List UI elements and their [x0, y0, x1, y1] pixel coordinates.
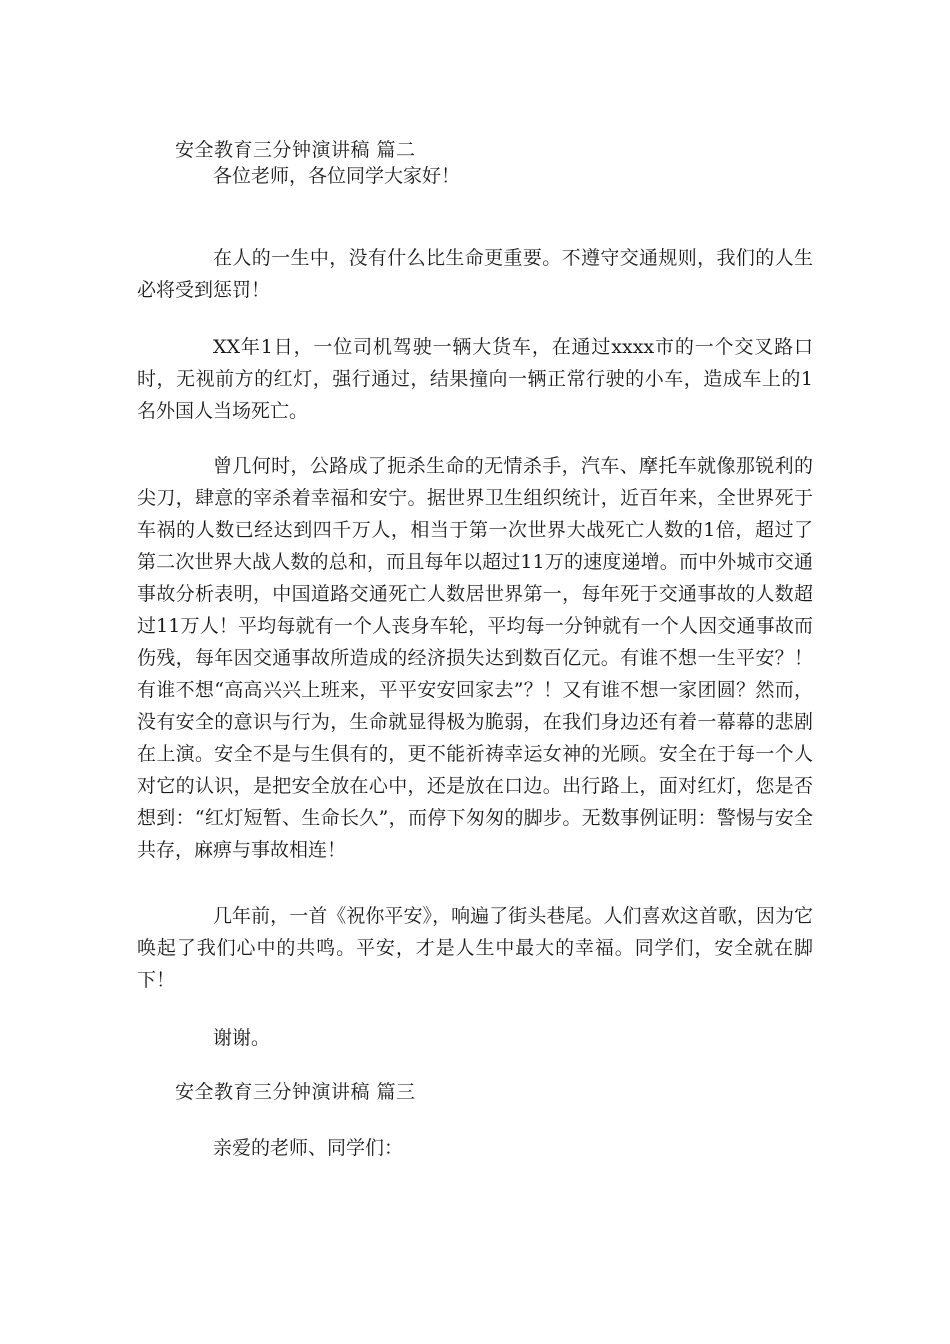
paragraph-3: 曾几何时，公路成了扼杀生命的无情杀手，汽车、摩托车就像那锐利的尖刀，肆意的宰杀着幸福和安宁。据世界卫生组织统计，近百年来，全世界死于车祸的人数已经达到四千万人，相当于第一次世界大战死亡人数的1倍，超过了第二次世界大战人数的总和，而且每年以超过11万的速度递增。而中外城市交通事故分析表明，中国道路交通死亡人数居世界第一，每年死于交通事故的人数超过11万人！平均每就有一个人丧身车轮，平均每一分钟就有一个人因交通事故而伤残，每年因交通事故所造成的经济损失达到数百亿元。有谁不想一生平安？！有谁不想“高高兴兴上班来，平平安安回家去”？！又有谁不想一家团圆？然而，没有安全的意识与行为，生命就显得极为脆弱，在我们身边还有着一幕幕的悲剧在上演。安全不是与生俱有的，更不能祈祷幸运女神的光顾。安全在于每一个人对它的认识，是把安全放在心中，还是放在口边。出行路上，面对红灯，您是否想到：“红灯短暂、生命长久”，而停下匆匆的脚步。无数事例证明：警惕与安全共存，麻痹与事故相连！	[137, 455, 813, 861]
closing-text: 谢谢。	[213, 1027, 271, 1049]
section-two-greeting: 各位老师，各位同学大家好！	[213, 165, 461, 187]
section-two-heading: 安全教育三分钟演讲稿 篇二	[175, 139, 416, 161]
paragraph-1: 在人的一生中，没有什么比生命更重要。不遵守交通规则，我们的人生必将受到惩罚！	[137, 247, 813, 301]
section-three-heading: 安全教育三分钟演讲稿 篇三	[175, 1081, 416, 1103]
paragraph-4: 几年前，一首《祝你平安》，响遍了街头巷尾。人们喜欢这首歌，因为它唤起了我们心中的共鸣。平安，才是人生中最大的幸福。同学们，安全就在脚下！	[137, 905, 813, 991]
paragraph-2: XX年1日，一位司机驾驶一辆大货车，在通过xxxx市的一个交叉路口时，无视前方的红灯，强行通过，结果撞向一辆正常行驶的小车，造成车上的1名外国人当场死亡。	[137, 336, 813, 422]
section-three-greeting: 亲爱的老师、同学们：	[213, 1137, 404, 1159]
